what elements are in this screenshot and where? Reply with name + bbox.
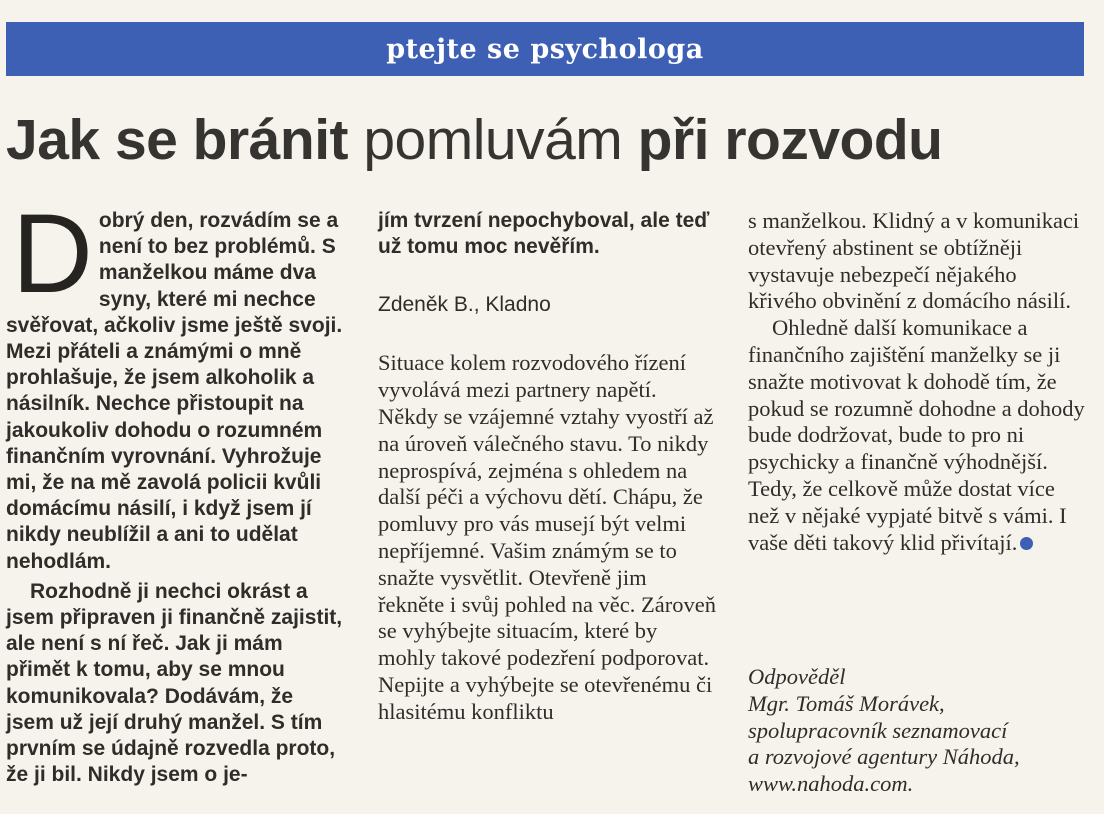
right-column (748, 208, 1088, 556)
author-line-3: spolupracovník seznamovací (748, 717, 1008, 743)
section-banner (6, 22, 1084, 76)
headline (6, 100, 1096, 180)
answer-paragraph-1: Situace kolem rozvodového řízení vyvolává mezi partnery napětí. Někdy se vzájemné vztahy vyostří až na úroveň válečného stavu. To nikdy neprospívá, zejména s ohledem na další péči a výchovu dětí. Chápu, že pomluvy pro vás musejí být velmi nepříjemné. Vašim známým se to snažte vysvětlit. Otevřeně jim řekněte i svůj pohled na věc. Zároveň se vyhýbejte situacím, které by mohly takové podezření podporovat. Nepijte a vyhýbejte se otevřenému či hlasitému konfliktu (378, 350, 716, 724)
author-line-4: a rozvojové agentury Náhoda, (748, 744, 1020, 770)
headline-part1: Jak se bránit (6, 108, 349, 172)
author-line-2: Mgr. Tomáš Morávek, (748, 690, 945, 716)
answer-paragraph-3 (748, 315, 1088, 556)
headline-part2: pomluvám (363, 108, 623, 172)
question-signature: Zdeněk B., Kladno (378, 293, 551, 317)
question-column (6, 191, 346, 788)
question-paragraph-1: obrý den, rozvádím se a není to bez problémů. S manželkou máme dva syny, které mi nechce svěřovat, ačkoliv jsme ještě svoji. Mezi přáteli a známými o mně prohlašuje, že jsem alkoholik a násilník. Nechce přistoupit na jakoukoliv dohodu o rozumném finančním vyrovnání. Vyhrožuje mi, že na mě zavolá policii kvůli domácímu násilí, i když jsem jí nikdy neublížil a ani to udělat nehodlám. (6, 209, 343, 573)
question-paragraph-2: Rozhodně ji nechci okrást a jsem připraven ji finančně zajistit, ale není s ní řeč. Jak ji mám přimět k tomu, aby se mnou komunikovala? Dodávám, že jsem už její druhý manžel. S tím prvním se údajně rozvedla proto, že ji bil. Nikdy jsem o je- (6, 579, 343, 787)
answer-paragraph-3-text: Ohledně další komunikace a finančního zajištění manželky se ji snažte motivovat k dohodě tím, že pokud se rozumně dohodne a dohody bude dodržovat, bude to pro ni psychicky a finančně výhodnější. Tedy, že celkově může dostat více než v nějaké vypjaté bitvě s vámi. I vaše děti takový klid přivítají. (748, 315, 1085, 555)
author-block (748, 664, 1098, 798)
headline-part3: při rozvodu (637, 108, 943, 172)
author-line-1: Odpověděl (748, 664, 846, 689)
drop-cap: D (12, 191, 93, 316)
end-mark-icon (1020, 537, 1033, 550)
author-website-link[interactable]: www.nahoda.com. (748, 771, 914, 797)
question-continuation: jím tvrzení nepochyboval, ale teď už tomu moc nevěřím. (378, 209, 710, 259)
middle-column (378, 208, 718, 726)
section-title: ptejte se psychologa (386, 33, 704, 65)
answer-paragraph-2: s manželkou. Klidný a v komunikaci otevřený abstinent se obtížněji vystavuje nebezpečí nějakého křivého obvinění z domácího násilí. (748, 208, 1080, 314)
